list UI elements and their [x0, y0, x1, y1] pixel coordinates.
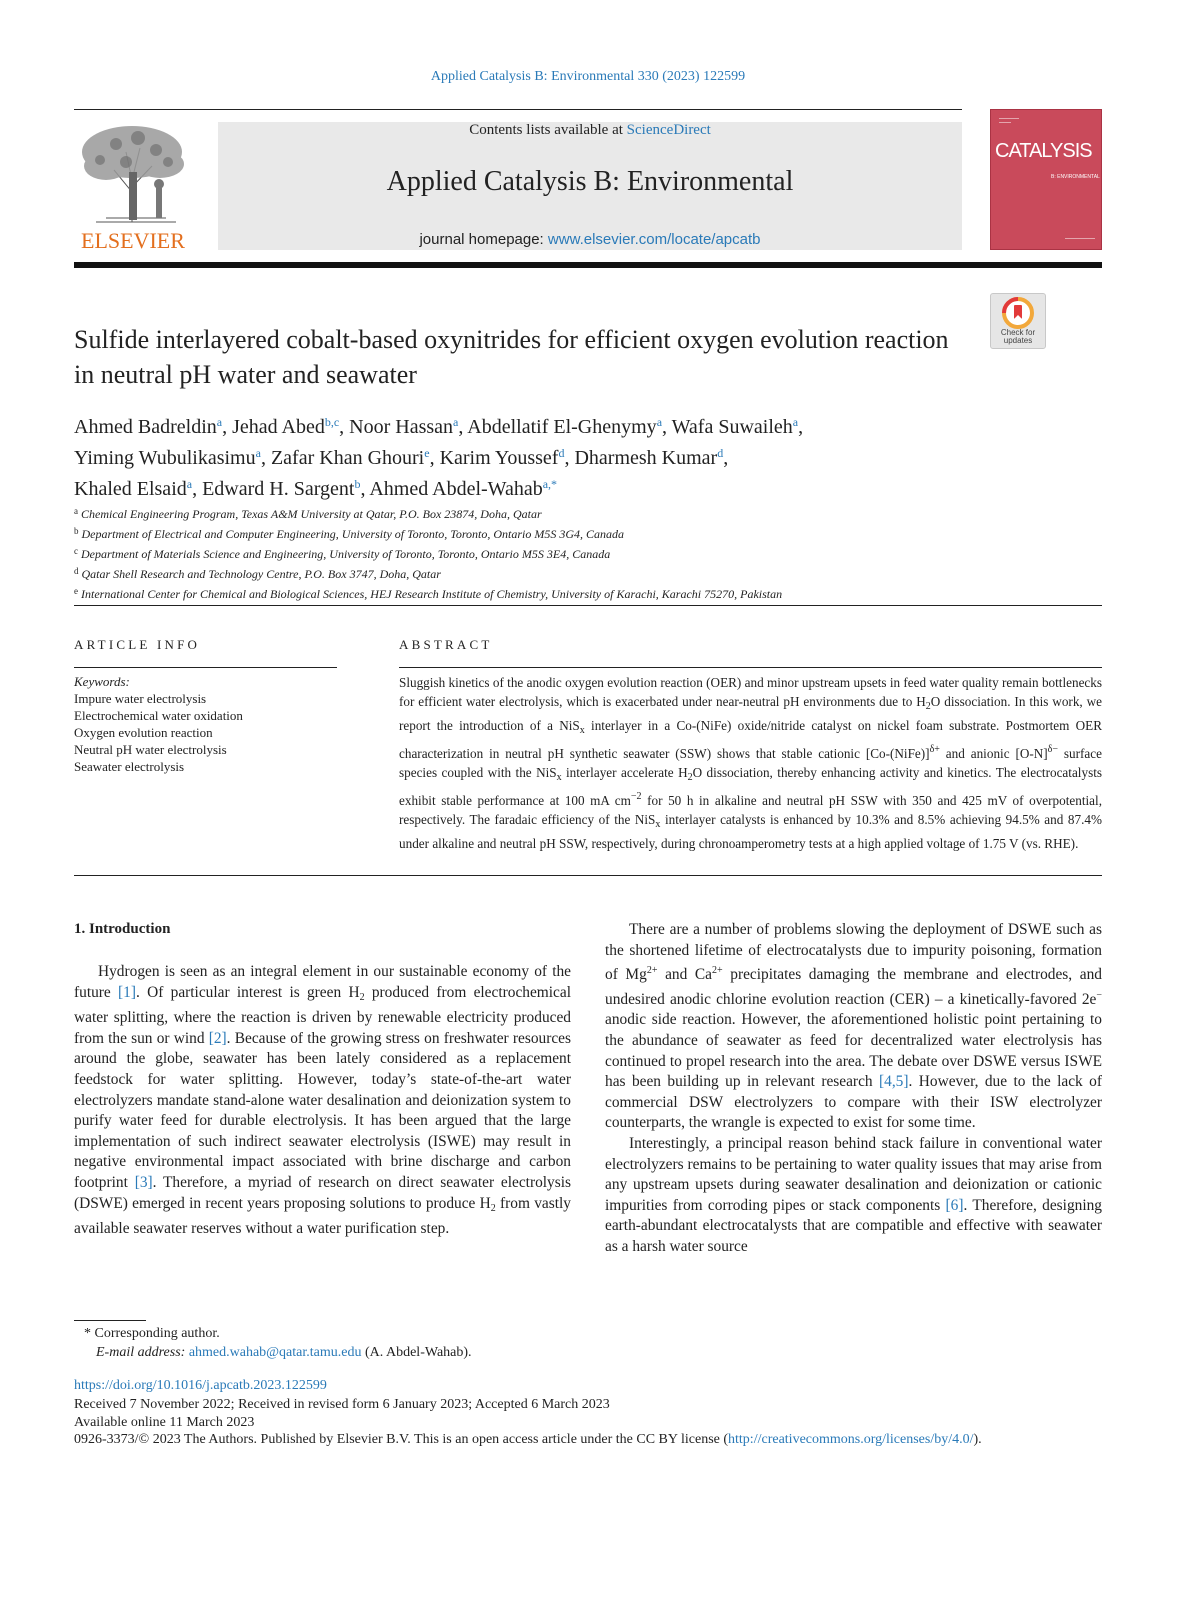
affiliation-item: [74, 503, 1104, 523]
journal-homepage-link[interactable]: www.elsevier.com/locate/apcatb: [547, 231, 761, 248]
author-name[interactable]: Yiming Wubulikasimu: [74, 447, 256, 469]
journal-banner: [218, 122, 962, 250]
author-name[interactable]: Abdellatif El-Ghenymy: [467, 416, 657, 438]
available-online-date: Available online 11 March 2023: [74, 1414, 255, 1430]
cover-decoration: [999, 122, 1011, 123]
citation-link[interactable]: [6]: [945, 1196, 964, 1214]
author-affiliation-marker[interactable]: e: [424, 446, 430, 460]
journal-cover-thumbnail[interactable]: [990, 109, 1102, 250]
cover-decoration: [1065, 238, 1095, 239]
corresponding-author-note: * Corresponding author.: [84, 1326, 220, 1341]
elsevier-tree-icon: [76, 122, 190, 226]
elsevier-wordmark: ELSEVIER: [81, 228, 185, 253]
author-separator: ,: [222, 416, 233, 438]
author-name[interactable]: Karim Youssef: [439, 447, 559, 469]
check-for-updates-button[interactable]: [990, 293, 1046, 349]
affiliation-text: Chemical Engineering Program, Texas A&M University at Qatar, P.O. Box 23874, Doha, Qatar: [81, 507, 542, 521]
author-list: [74, 409, 1104, 502]
header-bottom-rule: [74, 262, 1102, 268]
author-affiliation-marker[interactable]: a,*: [542, 477, 558, 491]
license-statement: 0926-3373/© 2023 The Authors. Published by Elsevier B.V. This is an open access article under the CC BY license (http://creativecommons.org/licenses/by/4.0/).: [74, 1432, 982, 1447]
author-affiliation-marker[interactable]: a: [255, 446, 261, 460]
affiliation-letter: b: [74, 526, 79, 536]
author-affiliation-marker[interactable]: a: [656, 415, 663, 429]
header-top-rule: [74, 109, 962, 110]
keywords-block: [74, 673, 344, 775]
article-history: [74, 1396, 1104, 1449]
author-name[interactable]: Zafar Khan Ghouri: [270, 447, 425, 469]
author-separator: ,: [192, 478, 203, 500]
author-affiliation-marker[interactable]: a: [792, 415, 799, 429]
journal-citation[interactable]: Applied Catalysis B: Environmental 330 (2023) 122599: [430, 69, 746, 84]
affiliation-text: Department of Electrical and Computer Engineering, University of Toronto, Toronto, Ontario M5S 3G4, Canada: [81, 527, 625, 541]
affiliation-item: [74, 543, 1104, 563]
intro-paragraph-1: Hydrogen is seen as an integral element in our sustainable economy of the future [1]. Of particular interest is green $H_2$ produced from electrochemical water splitting, where the reaction is driven by renewable electricity produced from the sun or wind [2]. Because of the growing stress on freshwater resources around the globe, seawater has been lately considered as a replacement feedstock for water splitting. However, today’s state-of-the-art water electrolyzers mandate stand-alone water desalination and deionization system to purify water feed for durable electrolysis. It has been argued that the large implementation of such indirect seawater electrolysis (ISWE) may result in negative environmental impact associated with brine discharge and carbon footprint [3]. Therefore, a myriad of research on direct seawater electrolysis (DSWE) emerged in recent years proposing solutions to produce $H_2$ from vastly available seawater reserves without a water purification step.: [74, 963, 571, 1238]
author-affiliation-marker[interactable]: a: [186, 477, 193, 491]
citation-link[interactable]: [4,5]: [879, 1073, 909, 1091]
sciencedirect-link[interactable]: ScienceDirect: [626, 122, 711, 138]
check-for-updates-label: Check for updates: [1000, 328, 1036, 345]
keyword-item: Seawater electrolysis: [74, 759, 185, 774]
cover-title: CATALYSIS: [995, 140, 1092, 162]
affiliation-letter: e: [74, 586, 78, 596]
author-affiliation-marker[interactable]: d: [558, 446, 565, 460]
author-affiliation-marker[interactable]: a: [216, 415, 223, 429]
affiliation-letter: a: [74, 506, 78, 516]
author-name[interactable]: Wafa Suwaileh: [671, 416, 793, 438]
contents-available-line: Contents lists available at ScienceDirect: [469, 122, 711, 138]
intro-paragraph-3: Interestingly, a principal reason behind stack failure in conventional water electrolyzers remains to be pertaining to water quality issues that may arise from any upstream upsets during seawater desalination and deionization or cationic impurities from corroding pipes or stack components [6]. Therefore, designing earth-abundant electrocatalysts that are compatible and effective with seawater as a harsh water source: [605, 1134, 1102, 1255]
keyword-item: Neutral pH water electrolysis: [74, 742, 227, 757]
author-separator: ,: [798, 416, 804, 438]
affiliation-letter: d: [74, 566, 79, 576]
author-name[interactable]: Edward H. Sargent: [202, 478, 355, 500]
elsevier-logo: [74, 122, 192, 254]
article-info-heading: ARTICLE INFO: [74, 637, 201, 652]
author-email-link[interactable]: ahmed.wahab@qatar.tamu.edu: [188, 1345, 362, 1360]
author-name[interactable]: Khaled Elsaid: [74, 478, 187, 500]
author-name[interactable]: Jehad Abed: [232, 416, 325, 438]
affiliations-rule: [74, 605, 1102, 606]
author-affiliation-marker[interactable]: d: [717, 446, 724, 460]
citation-link[interactable]: [2]: [208, 1029, 227, 1047]
affiliation-item: [74, 583, 1104, 603]
abstract-heading: ABSTRACT: [399, 637, 493, 652]
keyword-item: Oxygen evolution reaction: [74, 725, 213, 740]
body-column-right: [605, 920, 1102, 1258]
article-info-rule: [74, 667, 337, 668]
abstract-rule: [399, 667, 1102, 668]
abstract-text: Sluggish kinetics of the anodic oxygen evolution reaction (OER) and minor upstream upsets in feed water quality remain bottlenecks for efficient water electrolysis, which is exacerbated under near-neutral pH environments due to $H_2O$ dissociation. In this work, we report the introduction of a NiS$_x$ interlayer in a Co-(NiFe) oxide/nitride catalyst on nickel foam substrate. Postmortem OER characterization in neutral pH synthetic seawater (SSW) shows that stable cationic [Co-(NiFe)]$^{\delta+}$ and anionic $[O-N]^{\delta-}$ surface species coupled with the NiS$_x$ interlayer accelerate $H_2O$ dissociation, thereby enhancing activity and kinetics. The electrocatalysts exhibit stable performance at 100 mA $cm^{-2}$ for 50 h in alkaline and neutral pH SSW with 350 and 425 mV of overpotential, respectively. The faradaic efficiency of the NiS$_x$ interlayer catalysts is enhanced by 10.3% and 8.5% achieving 94.5% and 87.4% under alkaline and neutral pH SSW, respectively, during chronoamperometry tests at a high applied voltage of 1.75 V (vs. RHE).: [399, 675, 1102, 851]
doi-link[interactable]: https://doi.org/10.1016/j.apcatb.2023.122599: [74, 1378, 327, 1393]
author-separator: ,: [662, 416, 672, 438]
affiliation-text: Department of Materials Science and Engineering, University of Toronto, Toronto, Ontario M5S 3E4, Canada: [81, 547, 611, 561]
email-line: E-mail address: ahmed.wahab@qatar.tamu.edu (A. Abdel-Wahab).: [96, 1345, 472, 1360]
citation-link[interactable]: [3]: [134, 1173, 153, 1191]
author-separator: ,: [458, 416, 468, 438]
section-heading-introduction: 1. Introduction: [74, 921, 171, 937]
author-name[interactable]: Dharmesh Kumar: [574, 447, 718, 469]
affiliation-letter: c: [74, 546, 78, 556]
author-affiliation-marker[interactable]: b,c: [324, 415, 340, 429]
affiliation-text: Qatar Shell Research and Technology Centre, P.O. Box 3747, Doha, Qatar: [81, 567, 441, 581]
author-name[interactable]: Noor Hassan: [349, 416, 454, 438]
cover-subtitle: B: ENVIRONMENTAL: [1051, 174, 1100, 180]
author-affiliation-marker[interactable]: b: [354, 477, 361, 491]
affiliation-item: [74, 523, 1104, 543]
license-link[interactable]: http://creativecommons.org/licenses/by/4.0/: [728, 1432, 974, 1447]
author-affiliation-marker[interactable]: a: [453, 415, 459, 429]
affiliation-text: International Center for Chemical and Biological Sciences, HEJ Research Institute of Chemistry, University of Karachi, Karachi 75270, Pakistan: [81, 587, 783, 601]
crossmark-icon: [991, 296, 1045, 330]
corresponding-author-footnote: [74, 1324, 874, 1362]
intro-paragraph-2: There are a number of problems slowing the deployment of DSWE such as the shortened lifetime of electrocatalysts due to impurity poisoning, formation of $Mg^{2+}$ and $Ca^{2+}$ precipitates damaging the membrane and electrodes, and undesired anodic chlorine evolution reaction (CER) – a kinetically-favored 2e− anodic side reaction. However, the aforementioned holistic point pertaining to the abundance of seawater as feed for decentralized water electrolysis has continued to propel research into the area. The debate over DSWE versus ISWE has been building up in relevant research [4,5]. However, due to the lack of commercial DSW electrolyzers to compare with their ISW electrolyzer counterparts, the wrangle is expected to exist for some time.: [605, 921, 1102, 1132]
author-separator: ,: [339, 416, 350, 438]
author-name[interactable]: Ahmed Badreldin: [74, 416, 217, 438]
author-separator: ,: [360, 478, 370, 500]
author-separator: ,: [260, 447, 271, 469]
author-name[interactable]: Ahmed Abdel-Wahab: [369, 478, 543, 500]
article-title: Sulfide interlayered cobalt-based oxynitrides for efficient oxygen evolution reaction in neutral pH water and seawater: [74, 325, 949, 389]
author-separator: ,: [429, 447, 440, 469]
citation-link[interactable]: [1]: [118, 983, 136, 1001]
cover-decoration: [999, 118, 1019, 119]
keyword-item: Impure water electrolysis: [74, 691, 207, 706]
author-separator: ,: [564, 447, 575, 469]
body-column-left: [74, 962, 571, 1240]
journal-homepage-line: journal homepage: www.elsevier.com/locate/apcatb: [419, 231, 761, 248]
keywords-label: Keywords:: [74, 674, 130, 689]
footnote-rule: [74, 1320, 146, 1321]
journal-title: Applied Catalysis B: Environmental: [386, 166, 794, 197]
author-separator: ,: [723, 447, 729, 469]
abstract-bottom-rule: [74, 875, 1102, 876]
affiliation-list: [74, 503, 1104, 603]
keyword-item: Electrochemical water oxidation: [74, 708, 243, 723]
received-dates: Received 7 November 2022; Received in revised form 6 January 2023; Accepted 6 March 2023: [74, 1397, 610, 1412]
affiliation-item: [74, 563, 1104, 583]
